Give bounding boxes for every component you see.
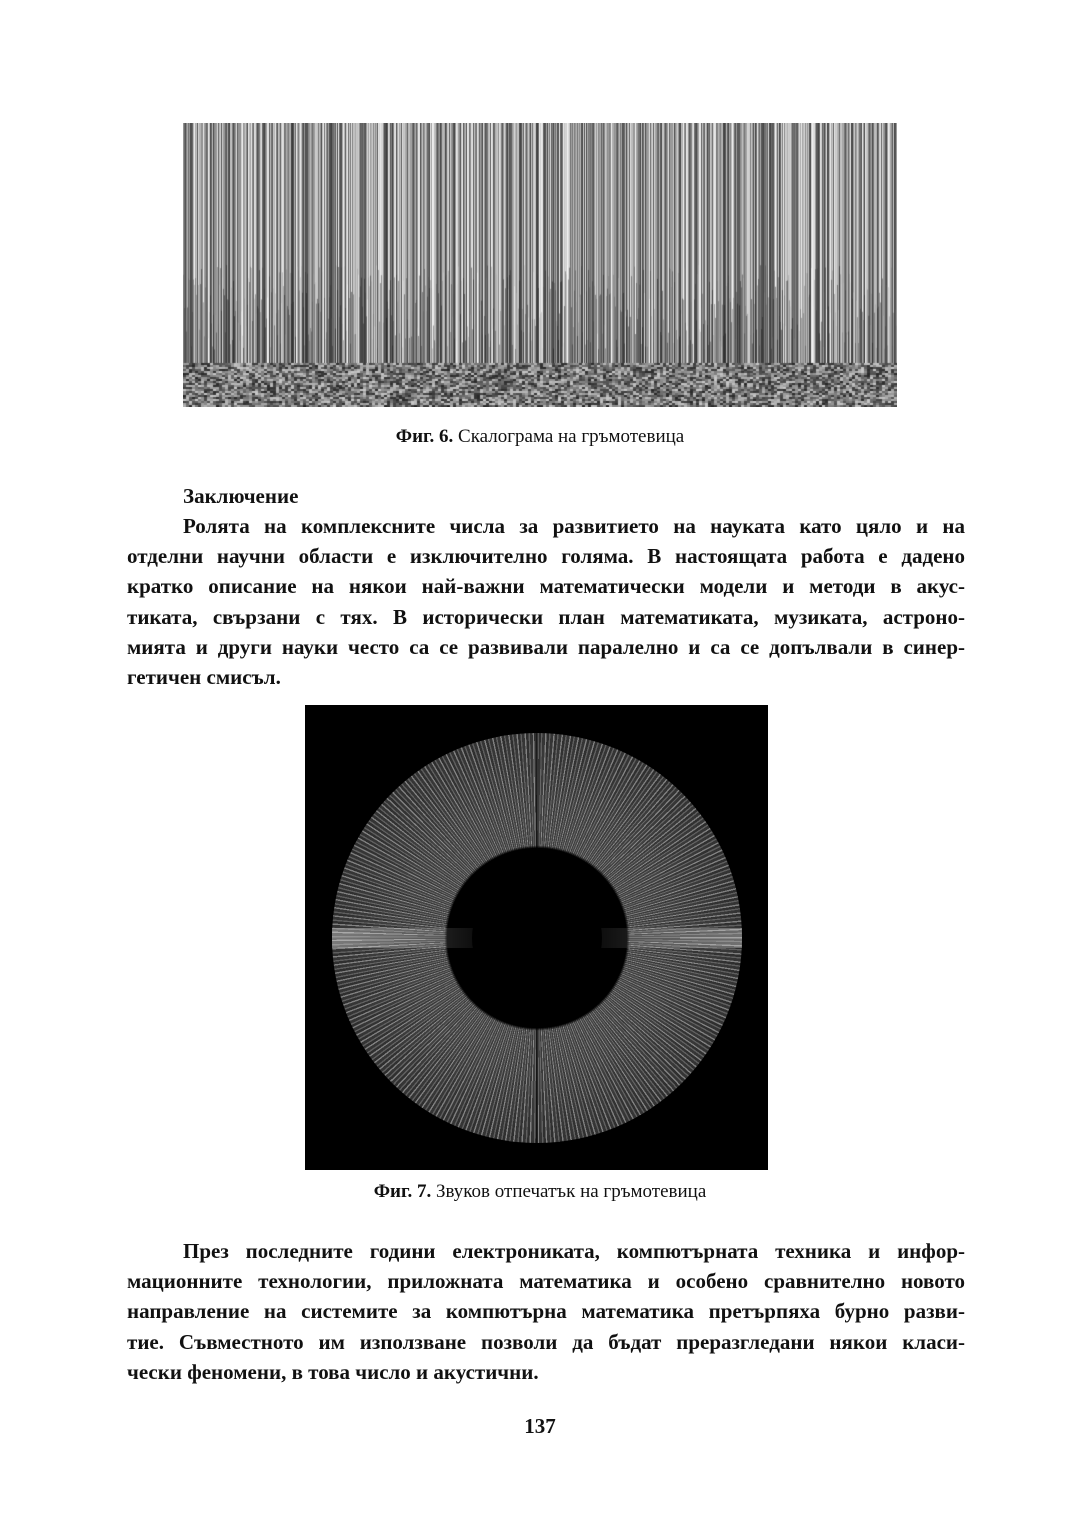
figure-7-label: Фиг. 7. — [373, 1181, 432, 1202]
scalogram-figure — [183, 123, 897, 407]
paragraph-line: кратко описание на някои най-важни математически модели и методи в акус- — [127, 574, 965, 599]
conclusion-paragraph — [127, 511, 965, 692]
paragraph-line: отделни научни области е изключително голяма. В настоящата работа е дадено — [127, 544, 965, 569]
paragraph-line: мията и други науки често са се развивали паралелно и са се допълвали в синер- — [127, 634, 965, 659]
figure-7-caption-text: Звуков отпечатък на гръмотевица — [435, 1181, 707, 1202]
figure-6-caption-text: Скалограма на гръмотевица — [458, 426, 685, 447]
figure-6-caption — [0, 426, 1080, 448]
paragraph-line: През последните години електрониката, компютърната техника и инфор- — [183, 1239, 965, 1263]
paragraph-line: гетичен смисъл. — [127, 664, 281, 689]
figure-6-label: Фиг. 6. — [395, 426, 454, 447]
sound-fingerprint-figure — [305, 705, 768, 1170]
page-number: 137 — [524, 1414, 556, 1438]
paragraph-line: тие. Съвместното им използване позволи да бъдат преразгледани някои класи- — [127, 1329, 965, 1354]
paragraph-line: чески феномени, в това число и акустични. — [127, 1359, 539, 1384]
paragraph-line: Ролята на комплексните числа за развитието на науката като цяло и на — [183, 514, 965, 538]
section-heading: Заключение — [183, 484, 299, 508]
closing-paragraph — [127, 1236, 965, 1387]
paragraph-line: мационните технологии, приложната математика и особено сравнително новото — [127, 1269, 965, 1294]
paragraph-line: тиката, свързани с тях. В исторически план математиката, музиката, астроно- — [127, 604, 965, 629]
ring-image — [332, 733, 742, 1143]
ring-center-hole — [472, 873, 602, 1003]
paragraph-line: направление на системите за компютърна математика претърпяха бурно разви- — [127, 1299, 965, 1324]
figure-7-caption — [0, 1181, 1080, 1203]
